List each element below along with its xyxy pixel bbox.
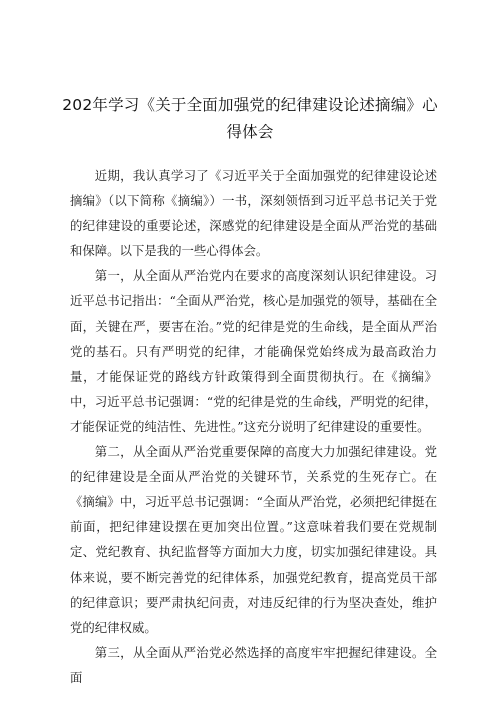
- document-body: [70, 163, 437, 690]
- paragraph-first-point: 第一，从全面从严治党内在要求的高度深刻认识纪律建设。习近平总书记指出：“全面从严治党，核心是加强党的领导，基础在全面，关键在严，要害在治。”党的纪律是党的生命线，是全面从严治党的基石。只有严明党的纪律，才能确保党始终成为最高政治力量，才能保证党的路线方针政策得到全面贯彻执行。在《摘编》中，习近平总书记强调：“党的纪律是党的生命线，严明党的纪律，才能保证党的纯洁性、先进性。”这充分说明了纪律建设的重要性。: [70, 268, 437, 434]
- paragraph-second-point: 第二，从全面从严治党重要保障的高度大力加强纪律建设。党的纪律建设是全面从严治党的关键环节，关系党的生死存亡。在《摘编》中，习近平总书记强调：“全面从严治党，必须把纪律挺在前面，把纪律建设摆在更加突出位置。”这意味着我们要在党规制定、党纪教育、执纪监督等方面加大力度，切实加强纪律建设。具体来说，要不断完善党的纪律体系，加强党纪教育，提高党员干部的纪律意识；要严肃执纪问责，对违反纪律的行为坚决查处，维护党的纪律权威。: [70, 444, 437, 635]
- paragraph-third-point: 第三，从全面从严治党必然选择的高度牢牢把握纪律建设。全面: [70, 644, 437, 685]
- paragraph-intro: 近期，我认真学习了《习近平关于全面加强党的纪律建设论述摘编》（以下简称《摘编》）一书，深刻领悟到习近平总书记关于党的纪律建设的重要论述，深感党的纪律建设是全面从严治党的基础和保障。以下是我的一些心得体会。: [70, 168, 437, 259]
- document-title: 202年学习《关于全面加强党的纪律建设论述摘编》心得体会: [62, 96, 438, 141]
